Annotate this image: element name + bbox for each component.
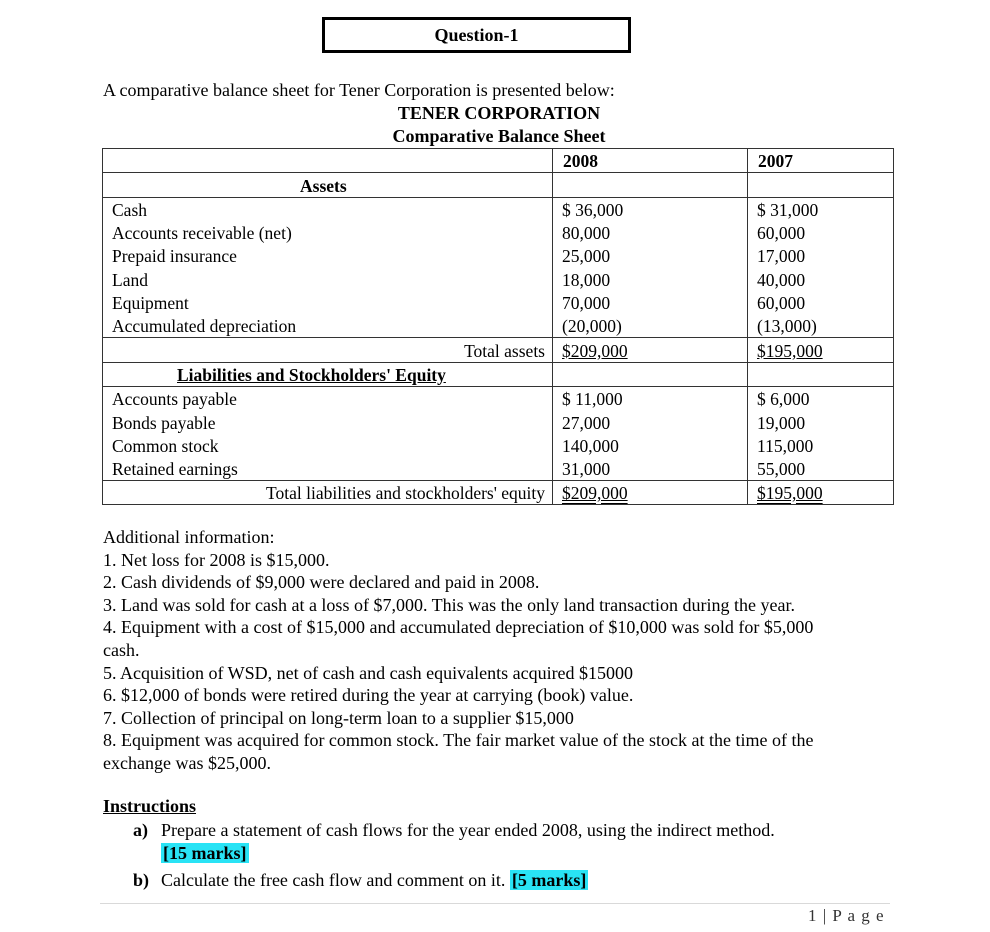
row-label: Common stock: [103, 434, 553, 457]
instruction-text: Prepare a statement of cash flows for the year ended 2008, using the indirect method.: [161, 820, 775, 840]
additional-item: 3. Land was sold for cash at a loss of $7,000. This was the only land transaction during the year.: [103, 594, 796, 615]
page-number: 1 | P a g e: [808, 906, 885, 925]
value-2008: (20,000): [553, 314, 748, 338]
total-liabilities-row: [103, 481, 894, 505]
table-row: [103, 221, 894, 244]
row-label: Accounts receivable (net): [103, 221, 553, 244]
value-2008: 18,000: [553, 267, 748, 290]
assets-header-row: [103, 173, 894, 197]
table-row: [103, 244, 894, 267]
table-row: [103, 410, 894, 433]
total-assets-row: [103, 338, 894, 362]
instructions-title: Instructions: [103, 796, 197, 816]
value-2007: $ 31,000: [748, 197, 894, 221]
row-label: Land: [103, 267, 553, 290]
value-2007: 17,000: [748, 244, 894, 267]
table-header-row: [103, 149, 894, 173]
instruction-b: [133, 869, 833, 892]
total-assets-2007: $195,000: [757, 340, 823, 361]
table-row: [103, 291, 894, 314]
question-title: Question-1: [434, 24, 519, 45]
assets-header: Assets: [103, 173, 553, 197]
additional-item: 8. Equipment was acquired for common stock. The fair market value of the stock at the time of the exchange was $25,000.: [103, 730, 814, 773]
table-row: [103, 386, 894, 410]
footer-divider: [100, 903, 890, 904]
additional-information: [103, 526, 903, 775]
total-assets-label: Total assets: [103, 338, 553, 362]
value-2007: 55,000: [748, 457, 894, 481]
value-2007: 60,000: [748, 221, 894, 244]
instruction-letter: b): [133, 870, 150, 890]
marks-badge: [5 marks]: [511, 870, 587, 890]
table-row: [103, 314, 894, 338]
value-2007: $ 6,000: [748, 386, 894, 410]
instruction-text: Calculate the free cash flow and comment on it.: [161, 870, 506, 890]
table-row: [103, 267, 894, 290]
total-liabilities-2008: $209,000: [562, 483, 628, 504]
value-2007: 60,000: [748, 291, 894, 314]
total-assets-2008: $209,000: [562, 340, 628, 361]
value-2007: (13,000): [748, 314, 894, 338]
value-2008: $ 36,000: [553, 197, 748, 221]
additional-item: 4. Equipment with a cost of $15,000 and accumulated depreciation of $10,000 was sold for $5,000 cash.: [103, 617, 814, 660]
row-label: Retained earnings: [103, 457, 553, 481]
table-row: [103, 197, 894, 221]
liabilities-header-row: [103, 362, 894, 386]
additional-item: 6. $12,000 of bonds were retired during the year at carrying (book) value.: [103, 685, 634, 706]
liabilities-header: Liabilities and Stockholders' Equity: [177, 364, 446, 385]
value-2008: 140,000: [553, 434, 748, 457]
instruction-a: [133, 819, 833, 865]
value-2008: 25,000: [553, 244, 748, 267]
company-name: TENER CORPORATION: [397, 103, 601, 123]
row-label: Bonds payable: [103, 410, 553, 433]
value-2008: 70,000: [553, 291, 748, 314]
balance-sheet-table: [102, 148, 894, 505]
additional-item: 7. Collection of principal on long-term loan to a supplier $15,000: [103, 707, 574, 728]
additional-item: 2. Cash dividends of $9,000 were declared and paid in 2008.: [103, 572, 540, 593]
value-2007: 115,000: [748, 434, 894, 457]
value-2007: 40,000: [748, 267, 894, 290]
total-liabilities-2007: $195,000: [757, 483, 823, 504]
additional-item: 5. Acquisition of WSD, net of cash and cash equivalents acquired $15000: [103, 662, 634, 683]
additional-title: Additional information:: [103, 527, 275, 547]
row-label: Equipment: [103, 291, 553, 314]
row-label: Accounts payable: [103, 386, 553, 410]
column-2008: 2008: [553, 149, 748, 173]
total-liabilities-label: Total liabilities and stockholders' equity: [103, 481, 553, 505]
row-label: Prepaid insurance: [103, 244, 553, 267]
marks-badge: [15 marks]: [163, 843, 247, 863]
instruction-letter: a): [133, 820, 148, 840]
row-label: Accumulated depreciation: [103, 314, 553, 338]
column-2007: 2007: [748, 149, 894, 173]
value-2008: $ 11,000: [553, 386, 748, 410]
statement-title: Comparative Balance Sheet: [392, 126, 606, 146]
value-2007: 19,000: [748, 410, 894, 433]
table-row: [103, 457, 894, 481]
value-2008: 27,000: [553, 410, 748, 433]
table-row: [103, 434, 894, 457]
question-title-box: [322, 17, 631, 53]
value-2008: 31,000: [553, 457, 748, 481]
row-label: Cash: [103, 197, 553, 221]
value-2008: 80,000: [553, 221, 748, 244]
additional-item: 1. Net loss for 2008 is $15,000.: [103, 549, 330, 570]
intro-text: A comparative balance sheet for Tener Corporation is presented below:: [103, 80, 615, 100]
